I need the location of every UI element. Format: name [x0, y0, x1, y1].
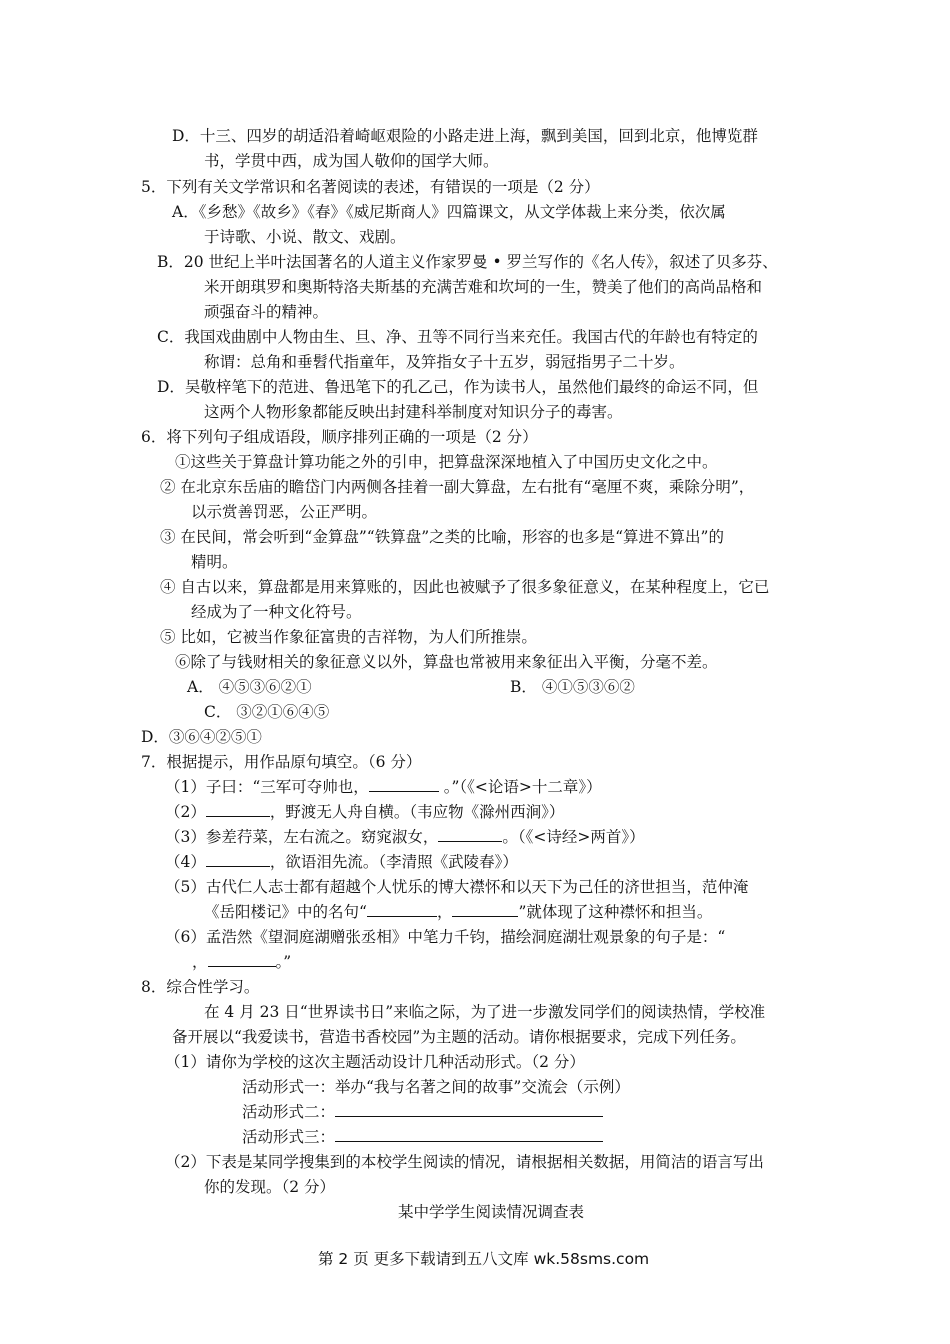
q4-option-d-line2: 书，学贯中西，成为国人敬仰的国学大师。 [204, 152, 499, 170]
q6-sentence-2-line1: ② 在北京东岳庙的瞻岱门内两侧各挂着一副大算盘，左右批有“毫厘不爽，乘除分明”， [160, 478, 755, 496]
q6-sentence-1: ①这些关于算盘计算功能之外的引申，把算盘深深地植入了中国历史文化之中。 [175, 453, 718, 471]
q5-option-b-line2: 米开朗琪罗和奥斯特洛夫斯基的充满苦难和坎坷的一生，赞美了他们的高尚品格和 [204, 278, 763, 296]
q6-sentence-2-line2: 以示赏善罚恶，公正严明。 [191, 503, 378, 521]
q7-item-5-line1: （5）古代仁人志士都有超越个人忧乐的博大襟怀和以天下为己任的济世担当，范仲淹 [165, 878, 749, 896]
q7-item-6-end: 。” [275, 953, 292, 971]
q7-item-4-text: ，欲语泪先流。（李清照《武陵春》） [269, 853, 518, 871]
q8-stem: 8．综合性学习。 [141, 978, 260, 996]
q7-item-5-comma: ， [436, 903, 453, 921]
q7-item-6-comma: ， [192, 953, 208, 971]
answer-line[interactable] [335, 1102, 603, 1117]
q7-item-1-text-before: （1）子曰：“三军可夺帅也， [165, 778, 369, 796]
q4-option-d-line1: D．十三、四岁的胡适沿着崎岖艰险的小路走进上海，飘到美国，回到北京，他博览群 [172, 127, 758, 145]
answer-blank[interactable] [206, 852, 270, 867]
q5-option-d-line2: 这两个人物形象都能反映出封建科举制度对知识分子的毒害。 [204, 403, 623, 421]
q7-item-2-text: ，野渡无人舟自横。（韦应物《滁州西涧》） [269, 803, 565, 821]
q7-item-6-line2 [192, 952, 291, 972]
q8-part-2-line1: （2）下表是某同学搜集到的本校学生阅读的情况，请根据相关数据，用简洁的语言写出 [165, 1153, 764, 1171]
q6-option-c: C． ③②①⑥④⑤ [204, 703, 330, 721]
q7-item-3-text-after: 。（《<诗经>两首》） [502, 828, 645, 846]
q7-item-6-line1: （6）孟浩然《望洞庭湖赠张丞相》中笔力千钧，描绘洞庭湖壮观景象的句子是：“ [165, 928, 726, 946]
q7-item-1-text-after: 。”（《<论语>十二章》） [443, 778, 602, 796]
q6-sentence-4-line2: 经成为了一种文化符号。 [191, 603, 362, 621]
q7-item-5-text-after: ”就体现了这种襟怀和担当。 [518, 903, 713, 921]
activity-form-3-label: 活动形式三： [242, 1128, 336, 1146]
q8-intro-line2: 备开展以“我爱读书，营造书香校园”为主题的活动。请你根据要求，完成下列任务。 [172, 1028, 746, 1046]
q5-option-a-line1: A．《乡愁》《故乡》《春》《威尼斯商人》四篇课文，从文学体裁上来分类，依次属 [172, 203, 726, 221]
answer-line[interactable] [335, 1127, 603, 1142]
q7-stem: 7．根据提示，用作品原句填空。（6 分） [141, 753, 422, 771]
activity-form-1: 活动形式一：举办“我与名著之间的故事”交流会（示例） [242, 1078, 630, 1096]
q5-option-d-line1: D．吴敬梓笔下的范进、鲁迅笔下的孔乙己，作为读书人，虽然他们最终的命运不同，但 [157, 378, 759, 396]
q5-option-c-line1: C．我国戏曲剧中人物由生、旦、净、丑等不同行当来充任。我国古代的年龄也有特定的 [157, 328, 758, 346]
answer-blank[interactable] [369, 777, 439, 792]
q6-option-a: A． ④⑤③⑥②① [187, 678, 312, 696]
activity-form-2-label: 活动形式二： [242, 1103, 336, 1121]
q7-item-3-text-before: （3）参差荇菜，左右流之。窈窕淑女， [165, 828, 439, 846]
q6-sentence-5: ⑤ 比如，它被当作象征富贵的吉祥物，为人们所推崇。 [160, 628, 537, 646]
q8-part-2-line2: 你的发现。（2 分） [204, 1178, 336, 1196]
activity-form-2 [242, 1102, 603, 1122]
answer-blank[interactable] [452, 902, 518, 917]
q5-option-b-line3: 顽强奋斗的精神。 [204, 303, 329, 321]
answer-blank[interactable] [208, 952, 276, 967]
answer-blank[interactable] [367, 902, 437, 917]
q6-sentence-3-line2: 精明。 [191, 553, 238, 571]
page-footer: 第 2 页 更多下载请到五八文库 wk.58sms.com [318, 1250, 650, 1268]
q5-option-c-line2: 称谓：总角和垂髫代指童年，及笄指女子十五岁，弱冠指男子二十岁。 [204, 353, 685, 371]
answer-blank[interactable] [438, 827, 502, 842]
activity-form-3 [242, 1127, 603, 1147]
q6-stem: 6．将下列句子组成语段，顺序排列正确的一项是（2 分） [141, 428, 538, 446]
q6-option-b: B． ④①⑤③⑥② [510, 678, 635, 696]
q7-item-4 [165, 852, 518, 872]
q7-item-2 [165, 802, 564, 822]
q7-item-5-line2 [204, 902, 712, 922]
q7-item-3 [165, 827, 645, 847]
q7-item-4-label: （4） [165, 853, 206, 871]
q5-option-b-line1: B．20 世纪上半叶法国著名的人道主义作家罗曼 • 罗兰写作的《名人传》，叙述了贝多芬、 [157, 253, 778, 271]
q8-part-1: （1）请你为学校的这次主题活动设计几种活动形式。（2 分） [165, 1053, 585, 1071]
survey-table-title: 某中学学生阅读情况调查表 [398, 1203, 585, 1221]
answer-blank[interactable] [206, 802, 270, 817]
q7-item-2-label: （2） [165, 803, 206, 821]
q5-stem: 5．下列有关文学常识和名著阅读的表述，有错误的一项是（2 分） [141, 178, 600, 196]
q7-item-5-text-before: 《岳阳楼记》中的名句“ [204, 903, 367, 921]
q6-sentence-3-line1: ③ 在民间，常会听到“金算盘”“铁算盘”之类的比喻，形容的也多是“算进不算出”的 [160, 528, 724, 546]
q6-option-d: D．③⑥④②⑤① [141, 728, 262, 746]
q8-intro-line1: 在 4 月 23 日“世界读书日”来临之际，为了进一步激发同学们的阅读热情，学校准 [204, 1003, 766, 1021]
q6-sentence-6: ⑥除了与钱财相关的象征意义以外，算盘也常被用来象征出入平衡，分毫不差。 [175, 653, 718, 671]
q5-option-a-line2: 于诗歌、小说、散文、戏剧。 [204, 228, 406, 246]
q6-sentence-4-line1: ④ 自古以来，算盘都是用来算账的，因此也被赋予了很多象征意义，在某种程度上，它已 [160, 578, 770, 596]
q7-item-1 [165, 777, 602, 797]
